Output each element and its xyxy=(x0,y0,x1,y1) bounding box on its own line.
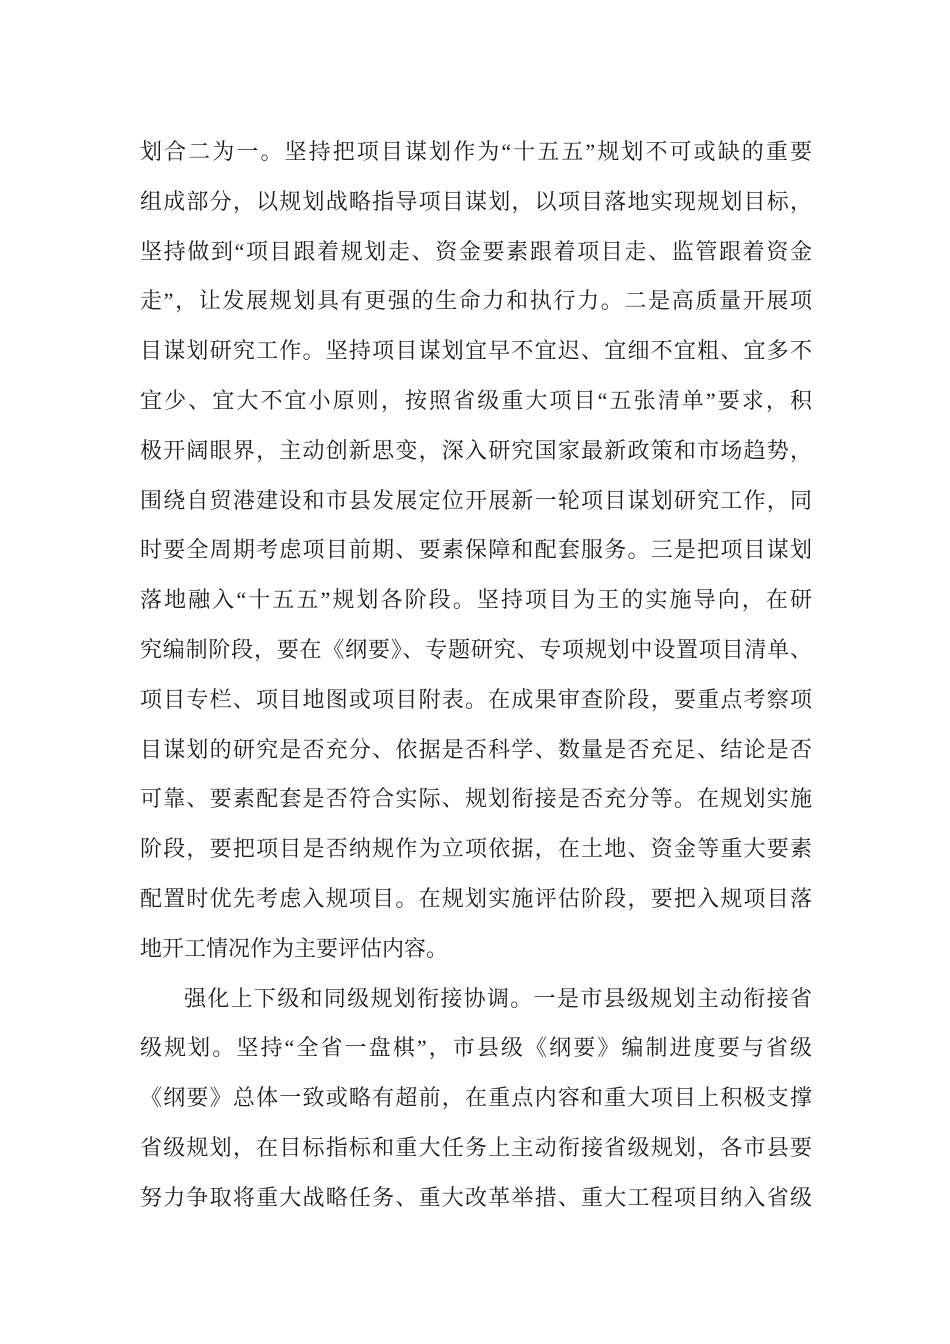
text-line: 《纲要》总体一致或略有超前，在重点内容和重大项目上积极支撑 xyxy=(140,1085,812,1111)
text-line: 组成部分，以规划战略指导项目谋划，以项目落地实现规划目标， xyxy=(140,188,812,214)
text-line: 努力争取将重大战略任务、重大改革举措、重大工程项目纳入省级 xyxy=(140,1184,812,1210)
text-line: 时要全周期考虑项目前期、要素保障和配套服务。三是把项目谋划 xyxy=(140,537,812,563)
text-line: 围绕自贸港建设和市县发展定位开展新一轮项目谋划研究工作，同 xyxy=(140,487,812,513)
text-line: 走”，让发展规划具有更强的生命力和执行力。二是高质量开展项 xyxy=(140,288,812,314)
paragraph xyxy=(140,974,812,1223)
text-line: 级规划。坚持“全省一盘棋”，市县级《纲要》编制进度要与省级 xyxy=(140,1035,812,1061)
paragraph xyxy=(140,127,812,974)
text-line: 强化上下级和同级规划衔接协调。一是市县级规划主动衔接省 xyxy=(184,985,812,1011)
document-body-text xyxy=(140,127,812,1223)
text-line: 极开阔眼界，主动创新思变，深入研究国家最新政策和市场趋势， xyxy=(140,437,812,463)
text-line: 坚持做到“项目跟着规划走、资金要素跟着项目走、监管跟着资金 xyxy=(140,238,812,264)
text-line: 配置时优先考虑入规项目。在规划实施评估阶段，要把入规项目落 xyxy=(140,885,812,911)
text-line: 目谋划的研究是否充分、依据是否科学、数量是否充足、结论是否 xyxy=(140,736,812,762)
text-line: 可靠、要素配套是否符合实际、规划衔接是否充分等。在规划实施 xyxy=(140,786,812,812)
text-line: 究编制阶段，要在《纲要》、专题研究、专项规划中设置项目清单、 xyxy=(140,636,812,662)
text-line: 划合二为一。坚持把项目谋划作为“十五五”规划不可或缺的重要 xyxy=(140,139,812,164)
text-line: 目谋划研究工作。坚持项目谋划宜早不宜迟、宜细不宜粗、宜多不 xyxy=(140,338,812,364)
text-line: 项目专栏、项目地图或项目附表。在成果审查阶段，要重点考察项 xyxy=(140,686,812,712)
text-line: 宜少、宜大不宜小原则，按照省级重大项目“五张清单”要求，积 xyxy=(140,387,812,413)
text-line: 阶段，要把项目是否纳规作为立项依据，在土地、资金等重大要素 xyxy=(140,836,812,862)
text-line: 地开工情况作为主要评估内容。 xyxy=(140,935,449,961)
text-line: 省级规划，在目标指标和重大任务上主动衔接省级规划，各市县要 xyxy=(140,1134,812,1160)
text-line: 落地融入“十五五”规划各阶段。坚持项目为王的实施导向，在研 xyxy=(140,587,812,613)
